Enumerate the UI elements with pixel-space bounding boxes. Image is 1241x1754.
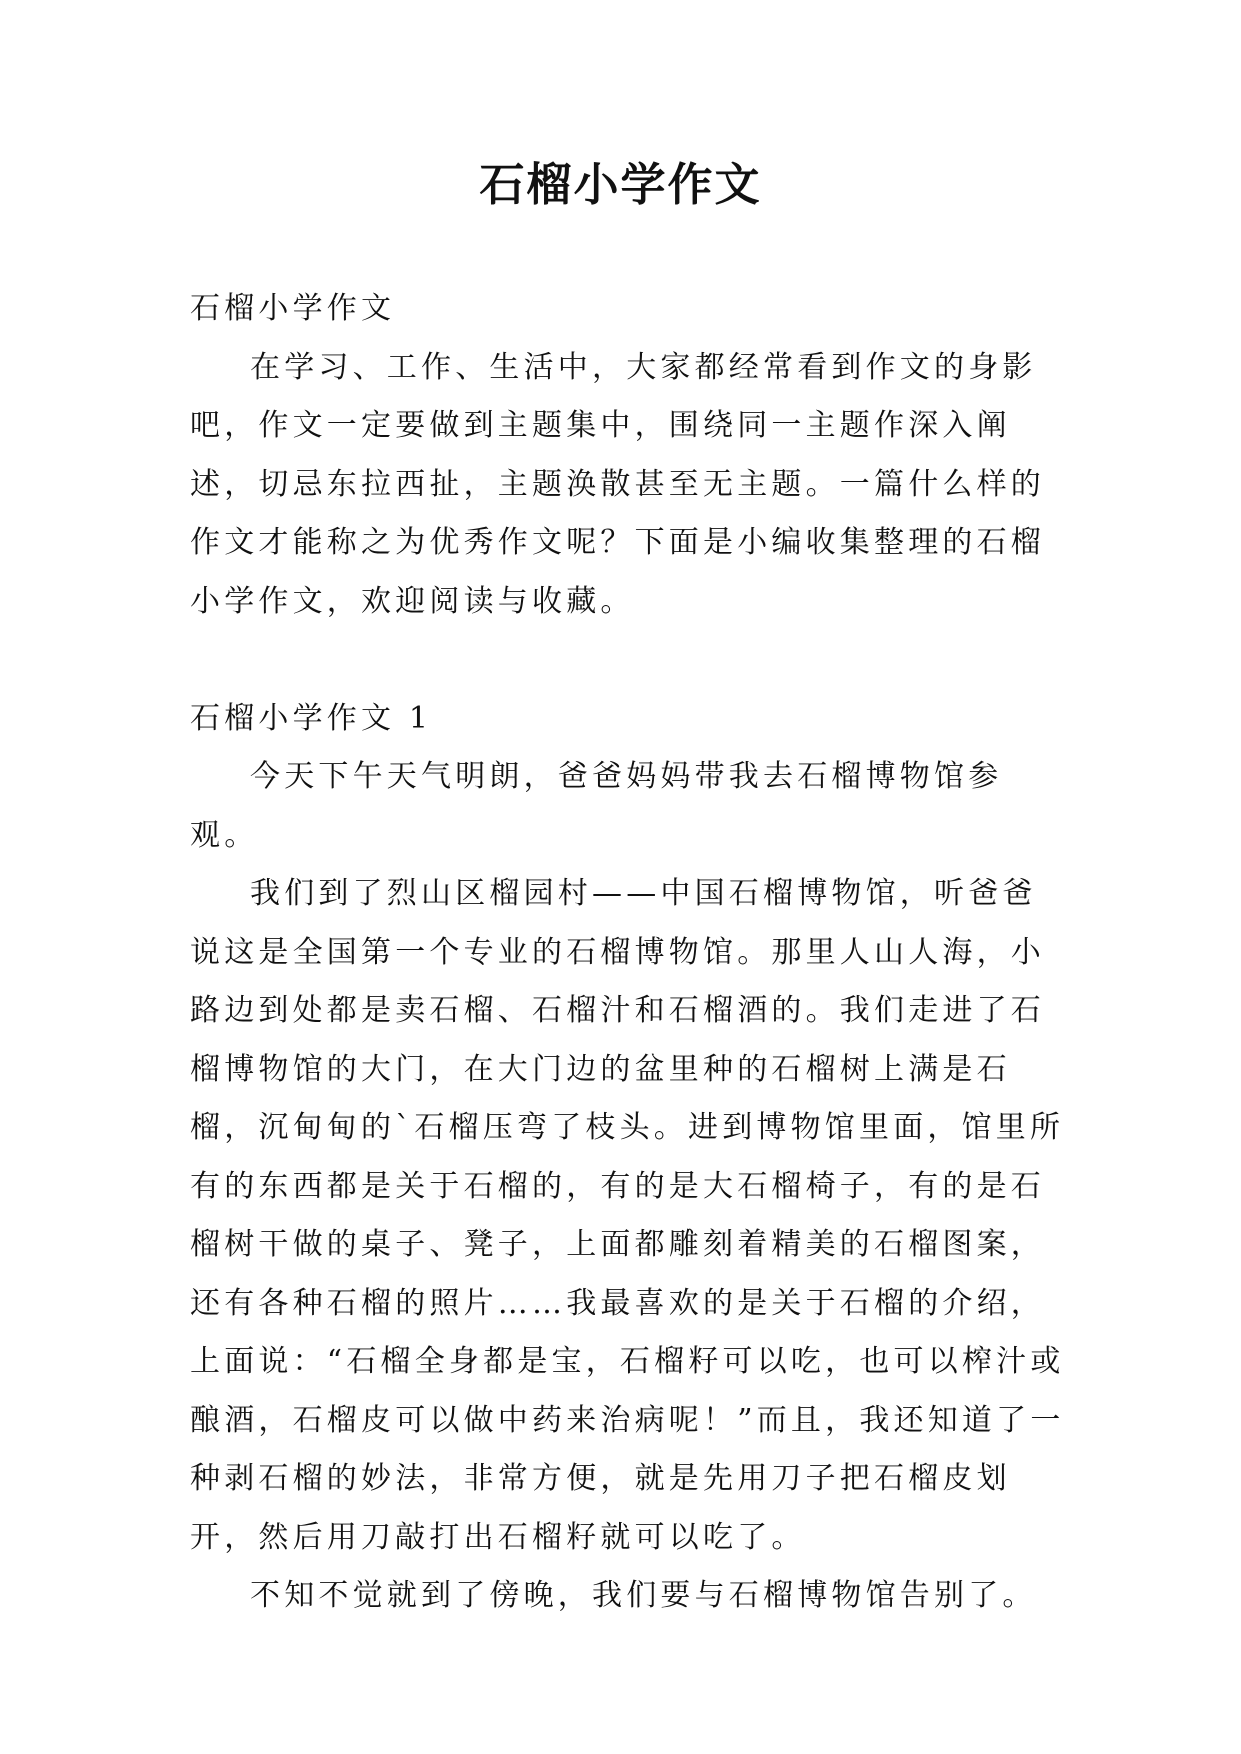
document-body <box>190 280 1070 1626</box>
document-title: 石榴小学作文 <box>479 158 762 211</box>
section-1-paragraph-2: 我们到了烈山区榴园村——中国石榴博物馆，听爸爸说这是全国第一个专业的石榴博物馆。那里人山人海，小路边到处都是卖石榴、石榴汁和石榴酒的。我们走进了石榴博物馆的大门，在大门边的盆里种的石榴树上满是石榴，沉甸甸的`石榴压弯了枝头。进到博物馆里面，馆里所有的东西都是关于石榴的，有的是大石榴椅子，有的是石榴树干做的桌子、凳子，上面都雕刻着精美的石榴图案，还有各种石榴的照片……我最喜欢的是关于石榴的介绍，上面说：“石榴全身都是宝，石榴籽可以吃，也可以榨汁或酿酒，石榴皮可以做中药来治病呢！”而且，我还知道了一种剥石榴的妙法，非常方便，就是先用刀子把石榴皮划开，然后用刀敲打出石榴籽就可以吃了。 <box>190 876 1065 1555</box>
section-1-paragraph-1: 今天下午天气明朗，爸爸妈妈带我去石榴博物馆参观。 <box>190 759 1003 853</box>
intro-heading: 石榴小学作文 <box>190 291 396 326</box>
intro-paragraph: 在学习、工作、生活中，大家都经常看到作文的身影吧，作文一定要做到主题集中，围绕同一主题作深入阐述，切忌东拉西扯，主题涣散甚至无主题。一篇什么样的作文才能称之为优秀作文呢？下面是小编收集整理的石榴小学作文，欢迎阅读与收藏。 <box>190 349 1045 619</box>
section-1-paragraph-3: 不知不觉就到了傍晚，我们要与石榴博物馆告别了。 <box>250 1578 1037 1613</box>
section-spacer <box>190 631 1070 690</box>
section-1-heading: 石榴小学作文 1 <box>190 700 433 736</box>
